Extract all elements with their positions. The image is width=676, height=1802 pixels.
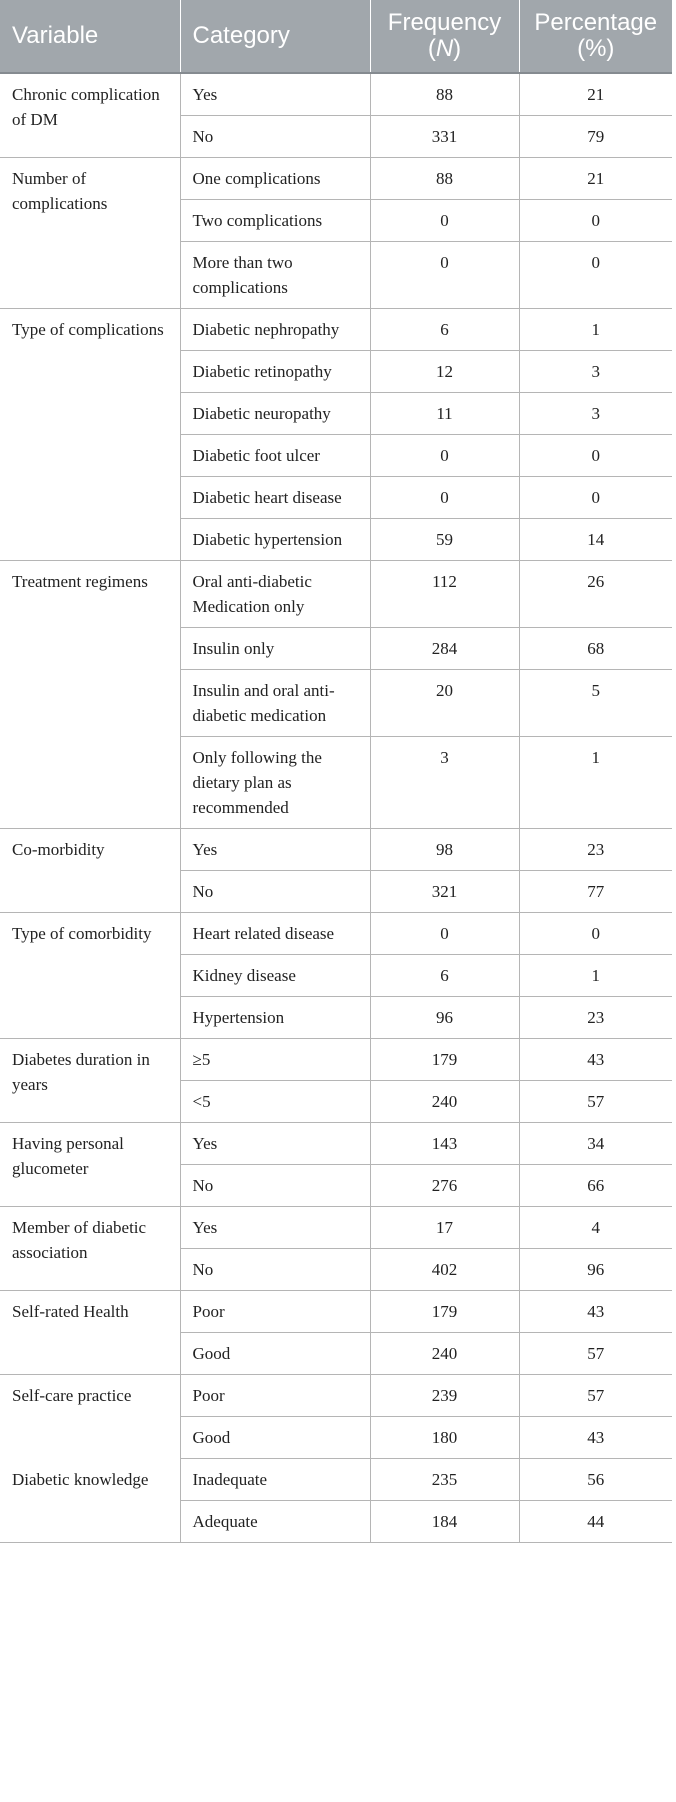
percentage-cell: 77 bbox=[519, 871, 672, 913]
frequency-cell: 321 bbox=[370, 871, 519, 913]
frequency-cell: 180 bbox=[370, 1417, 519, 1459]
category-cell: Diabetic heart disease bbox=[180, 477, 370, 519]
percentage-cell: 57 bbox=[519, 1375, 672, 1417]
category-cell: ≥5 bbox=[180, 1039, 370, 1081]
frequency-cell: 17 bbox=[370, 1207, 519, 1249]
percentage-cell: 34 bbox=[519, 1123, 672, 1165]
category-cell: Yes bbox=[180, 1123, 370, 1165]
percentage-cell: 43 bbox=[519, 1039, 672, 1081]
table-row bbox=[0, 1039, 672, 1081]
variable-cell: Diabetic knowledge bbox=[0, 1459, 180, 1543]
percentage-cell: 21 bbox=[519, 158, 672, 200]
variable-cell: Treatment regimens bbox=[0, 561, 180, 829]
category-cell: Diabetic foot ulcer bbox=[180, 435, 370, 477]
percentage-cell: 26 bbox=[519, 561, 672, 628]
category-cell: Adequate bbox=[180, 1501, 370, 1543]
frequency-cell: 0 bbox=[370, 435, 519, 477]
category-cell: Poor bbox=[180, 1291, 370, 1333]
variable-cell: Type of comorbidity bbox=[0, 913, 180, 1039]
table-row bbox=[0, 561, 672, 628]
percentage-cell: 57 bbox=[519, 1333, 672, 1375]
frequency-cell: 88 bbox=[370, 73, 519, 116]
frequency-cell: 88 bbox=[370, 158, 519, 200]
category-cell: Insulin and oral anti-diabetic medication bbox=[180, 670, 370, 737]
header-variable: Variable bbox=[0, 0, 180, 73]
percentage-cell: 0 bbox=[519, 435, 672, 477]
frequency-cell: 20 bbox=[370, 670, 519, 737]
category-cell: <5 bbox=[180, 1081, 370, 1123]
percentage-cell: 56 bbox=[519, 1459, 672, 1501]
frequency-cell: 240 bbox=[370, 1081, 519, 1123]
variable-cell: Member of diabetic association bbox=[0, 1207, 180, 1291]
frequency-cell: 143 bbox=[370, 1123, 519, 1165]
table-row bbox=[0, 1123, 672, 1165]
variable-cell: Having personal glucometer bbox=[0, 1123, 180, 1207]
category-cell: More than two complications bbox=[180, 242, 370, 309]
frequency-cell: 6 bbox=[370, 309, 519, 351]
percentage-cell: 4 bbox=[519, 1207, 672, 1249]
frequency-cell: 276 bbox=[370, 1165, 519, 1207]
category-cell: Two complications bbox=[180, 200, 370, 242]
percentage-cell: 44 bbox=[519, 1501, 672, 1543]
frequency-cell: 179 bbox=[370, 1291, 519, 1333]
table-row bbox=[0, 829, 672, 871]
frequency-cell: 112 bbox=[370, 561, 519, 628]
frequency-cell: 331 bbox=[370, 116, 519, 158]
percentage-cell: 0 bbox=[519, 200, 672, 242]
frequency-cell: 3 bbox=[370, 737, 519, 829]
category-cell: Oral anti-diabetic Medication only bbox=[180, 561, 370, 628]
percentage-cell: 96 bbox=[519, 1249, 672, 1291]
variable-cell: Type of complications bbox=[0, 309, 180, 561]
category-cell: No bbox=[180, 116, 370, 158]
frequency-cell: 235 bbox=[370, 1459, 519, 1501]
percentage-cell: 57 bbox=[519, 1081, 672, 1123]
percentage-cell: 43 bbox=[519, 1291, 672, 1333]
table-body bbox=[0, 73, 672, 1543]
frequency-cell: 239 bbox=[370, 1375, 519, 1417]
variable-cell: Self-rated Health bbox=[0, 1291, 180, 1375]
frequency-cell: 96 bbox=[370, 997, 519, 1039]
frequency-cell: 0 bbox=[370, 242, 519, 309]
category-cell: Kidney disease bbox=[180, 955, 370, 997]
category-cell: Yes bbox=[180, 1207, 370, 1249]
category-cell: One complications bbox=[180, 158, 370, 200]
category-cell: Heart related disease bbox=[180, 913, 370, 955]
table-row bbox=[0, 158, 672, 200]
category-cell: Insulin only bbox=[180, 628, 370, 670]
variable-cell: Co-morbidity bbox=[0, 829, 180, 913]
frequency-cell: 184 bbox=[370, 1501, 519, 1543]
variable-cell: Number of complications bbox=[0, 158, 180, 309]
frequency-cell: 0 bbox=[370, 200, 519, 242]
frequency-cell: 179 bbox=[370, 1039, 519, 1081]
variable-cell: Diabetes duration in years bbox=[0, 1039, 180, 1123]
percentage-cell: 0 bbox=[519, 242, 672, 309]
category-cell: Inadequate bbox=[180, 1459, 370, 1501]
percentage-cell: 23 bbox=[519, 829, 672, 871]
table-row bbox=[0, 1291, 672, 1333]
percentage-cell: 1 bbox=[519, 737, 672, 829]
category-cell: Only following the dietary plan as recommended bbox=[180, 737, 370, 829]
header-percentage: Percentage (%) bbox=[519, 0, 672, 73]
frequency-cell: 284 bbox=[370, 628, 519, 670]
variable-cell: Chronic complication of DM bbox=[0, 73, 180, 158]
category-cell: Good bbox=[180, 1417, 370, 1459]
table-row bbox=[0, 1375, 672, 1417]
frequency-cell: 59 bbox=[370, 519, 519, 561]
percentage-cell: 14 bbox=[519, 519, 672, 561]
frequency-cell: 12 bbox=[370, 351, 519, 393]
percentage-cell: 1 bbox=[519, 309, 672, 351]
percentage-cell: 79 bbox=[519, 116, 672, 158]
category-cell: Yes bbox=[180, 829, 370, 871]
category-cell: Hypertension bbox=[180, 997, 370, 1039]
header-frequency: Frequency (N) bbox=[370, 0, 519, 73]
frequency-cell: 0 bbox=[370, 913, 519, 955]
percentage-cell: 68 bbox=[519, 628, 672, 670]
table-row bbox=[0, 73, 672, 116]
category-cell: Diabetic nephropathy bbox=[180, 309, 370, 351]
percentage-cell: 3 bbox=[519, 393, 672, 435]
table-row bbox=[0, 1207, 672, 1249]
percentage-cell: 21 bbox=[519, 73, 672, 116]
frequency-cell: 240 bbox=[370, 1333, 519, 1375]
category-cell: Diabetic retinopathy bbox=[180, 351, 370, 393]
percentage-cell: 1 bbox=[519, 955, 672, 997]
category-cell: Poor bbox=[180, 1375, 370, 1417]
frequency-cell: 11 bbox=[370, 393, 519, 435]
category-cell: No bbox=[180, 1249, 370, 1291]
percentage-cell: 0 bbox=[519, 477, 672, 519]
percentage-cell: 23 bbox=[519, 997, 672, 1039]
table-row bbox=[0, 913, 672, 955]
frequency-cell: 98 bbox=[370, 829, 519, 871]
percentage-cell: 43 bbox=[519, 1417, 672, 1459]
category-cell: Yes bbox=[180, 73, 370, 116]
percentage-cell: 0 bbox=[519, 913, 672, 955]
percentage-cell: 5 bbox=[519, 670, 672, 737]
frequency-cell: 402 bbox=[370, 1249, 519, 1291]
percentage-cell: 66 bbox=[519, 1165, 672, 1207]
category-cell: Diabetic neuropathy bbox=[180, 393, 370, 435]
category-cell: Good bbox=[180, 1333, 370, 1375]
frequency-cell: 0 bbox=[370, 477, 519, 519]
category-cell: Diabetic hypertension bbox=[180, 519, 370, 561]
percentage-cell: 3 bbox=[519, 351, 672, 393]
table-row bbox=[0, 1459, 672, 1501]
header-row bbox=[0, 0, 672, 73]
frequency-cell: 6 bbox=[370, 955, 519, 997]
variable-cell: Self-care practice bbox=[0, 1375, 180, 1459]
category-cell: No bbox=[180, 1165, 370, 1207]
category-cell: No bbox=[180, 871, 370, 913]
table-row bbox=[0, 309, 672, 351]
header-category: Category bbox=[180, 0, 370, 73]
